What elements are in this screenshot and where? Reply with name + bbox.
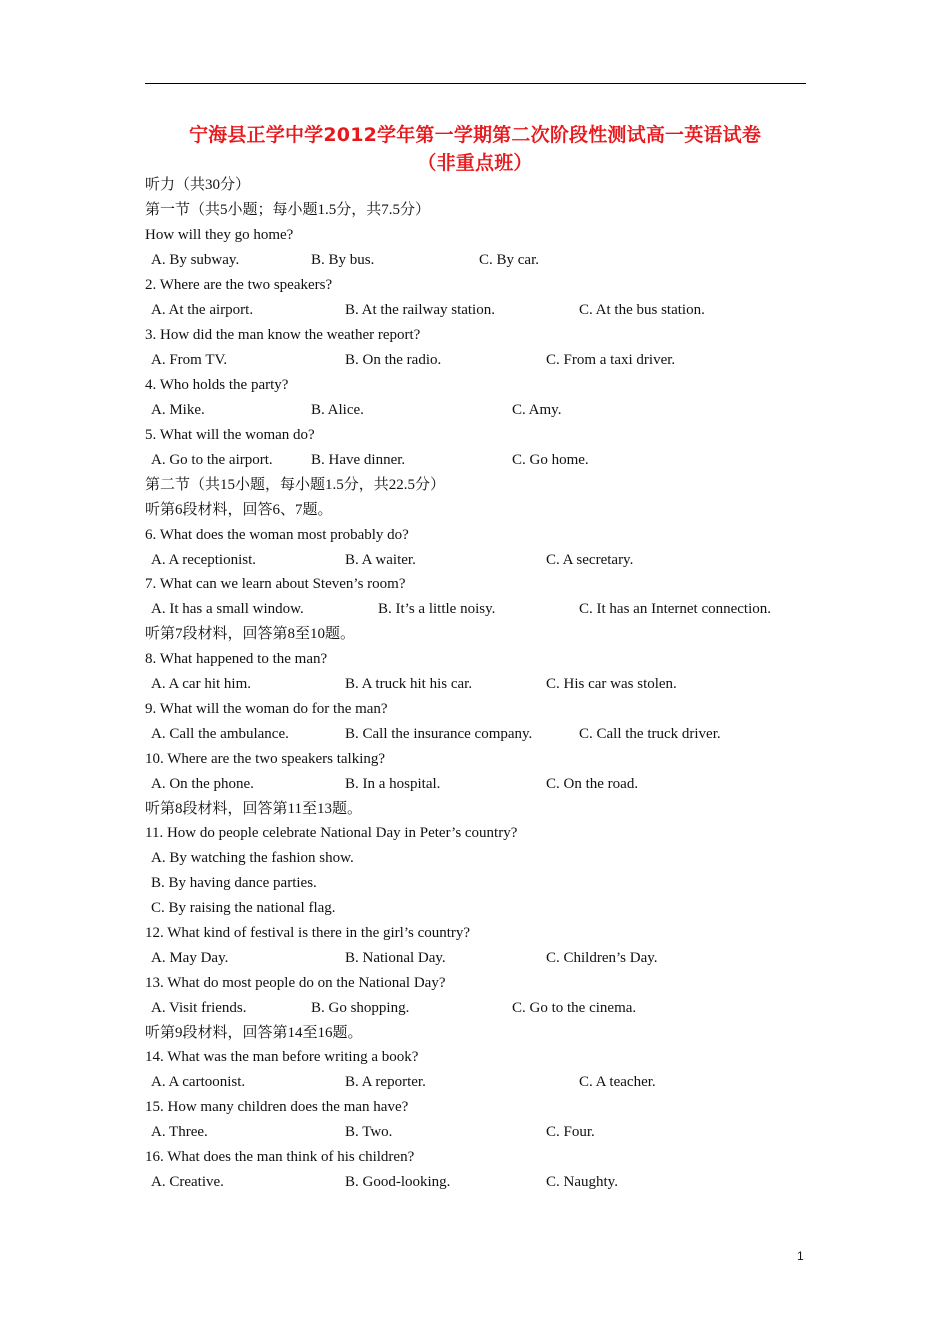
option-12c: C. Children’s Day. — [546, 950, 658, 966]
page-number: 1 — [797, 1249, 804, 1263]
question-14: 14. What was the man before writing a book? — [145, 1049, 419, 1065]
option-11c: C. By raising the national flag. — [151, 900, 336, 916]
section-listening: 听力（共30分） — [145, 177, 251, 193]
option-8c: C. His car was stolen. — [546, 676, 677, 692]
option-5c: C. Go home. — [512, 452, 589, 468]
option-4b: B. Alice. — [311, 402, 364, 418]
option-11b: B. By having dance parties. — [151, 875, 317, 891]
option-4a: A. Mike. — [151, 402, 205, 418]
option-2a: A. At the airport. — [151, 302, 254, 318]
option-15a: A. Three. — [151, 1124, 208, 1140]
question-10: 10. Where are the two speakers talking? — [145, 751, 386, 767]
option-5b: B. Have dinner. — [311, 452, 406, 468]
option-14a: A. A cartoonist. — [151, 1074, 246, 1090]
option-7b: B. It’s a little noisy. — [378, 601, 496, 617]
option-8b: B. A truck hit his car. — [345, 676, 473, 692]
option-10c: C. On the road. — [546, 776, 639, 792]
option-13a: A. Visit friends. — [151, 1000, 247, 1016]
question-13: 13. What do most people do on the National Day? — [145, 975, 446, 991]
option-16c: C. Naughty. — [546, 1174, 618, 1190]
question-4: 4. Who holds the party? — [145, 377, 289, 393]
option-12b: B. National Day. — [345, 950, 446, 966]
material-7-heading: 听第7段材料，回答第8至10题。 — [145, 626, 356, 642]
question-6: 6. What does the woman most probably do? — [145, 527, 409, 543]
question-15: 15. How many children does the man have? — [145, 1099, 409, 1115]
section-part2: 第二节（共15小题，每小题1.5分，共22.5分） — [145, 477, 446, 493]
option-3c: C. From a taxi driver. — [546, 352, 676, 368]
section-part1: 第一节（共5小题；每小题1.5分，共7.5分） — [145, 202, 431, 218]
page-title — [140, 121, 810, 177]
option-9a: A. Call the ambulance. — [151, 726, 289, 742]
option-14b: B. A reporter. — [345, 1074, 426, 1090]
option-7c: C. It has an Internet connection. — [579, 601, 772, 617]
question-11: 11. How do people celebrate National Day in Peter’s country? — [145, 825, 518, 841]
option-13c: C. Go to the cinema. — [512, 1000, 637, 1016]
question-8: 8. What happened to the man? — [145, 651, 328, 667]
material-6-heading: 听第6段材料，回答6、7题。 — [145, 502, 333, 518]
option-1b: B. By bus. — [311, 252, 375, 268]
option-3a: A. From TV. — [151, 352, 228, 368]
material-8-heading: 听第8段材料，回答第11至13题。 — [145, 801, 362, 817]
option-14c: C. A teacher. — [579, 1074, 656, 1090]
option-6a: A. A receptionist. — [151, 552, 256, 568]
question-1: How will they go home? — [145, 227, 294, 243]
question-16: 16. What does the man think of his children? — [145, 1149, 415, 1165]
option-10b: B. In a hospital. — [345, 776, 441, 792]
question-5: 5. What will the woman do? — [145, 427, 315, 443]
question-9: 9. What will the woman do for the man? — [145, 701, 388, 717]
option-6c: C. A secretary. — [546, 552, 634, 568]
option-7a: A. It has a small window. — [151, 601, 304, 617]
option-4c: C. Amy. — [512, 402, 562, 418]
question-12: 12. What kind of festival is there in the girl’s country? — [145, 925, 471, 941]
question-2: 2. Where are the two speakers? — [145, 277, 333, 293]
option-16b: B. Good-looking. — [345, 1174, 451, 1190]
option-9b: B. Call the insurance company. — [345, 726, 533, 742]
option-15b: B. Two. — [345, 1124, 393, 1140]
option-16a: A. Creative. — [151, 1174, 224, 1190]
option-11a: A. By watching the fashion show. — [151, 850, 354, 866]
option-15c: C. Four. — [546, 1124, 595, 1140]
title-line-2: （非重点班） — [417, 152, 533, 174]
option-12a: A. May Day. — [151, 950, 229, 966]
option-8a: A. A car hit him. — [151, 676, 251, 692]
title-line-1: 宁海县正学中学2012学年第一学期第二次阶段性测试高一英语试卷 — [188, 124, 762, 146]
material-9-heading: 听第9段材料，回答第14至16题。 — [145, 1025, 363, 1041]
option-2c: C. At the bus station. — [579, 302, 705, 318]
question-3: 3. How did the man know the weather report? — [145, 327, 421, 343]
option-3b: B. On the radio. — [345, 352, 442, 368]
option-1a: A. By subway. — [151, 252, 240, 268]
option-1c: C. By car. — [479, 252, 539, 268]
option-6b: B. A waiter. — [345, 552, 416, 568]
option-2b: B. At the railway station. — [345, 302, 495, 318]
question-7: 7. What can we learn about Steven’s room? — [145, 576, 406, 592]
option-13b: B. Go shopping. — [311, 1000, 410, 1016]
option-10a: A. On the phone. — [151, 776, 254, 792]
option-5a: A. Go to the airport. — [151, 452, 273, 468]
option-9c: C. Call the truck driver. — [579, 726, 721, 742]
header-rule — [145, 83, 806, 84]
